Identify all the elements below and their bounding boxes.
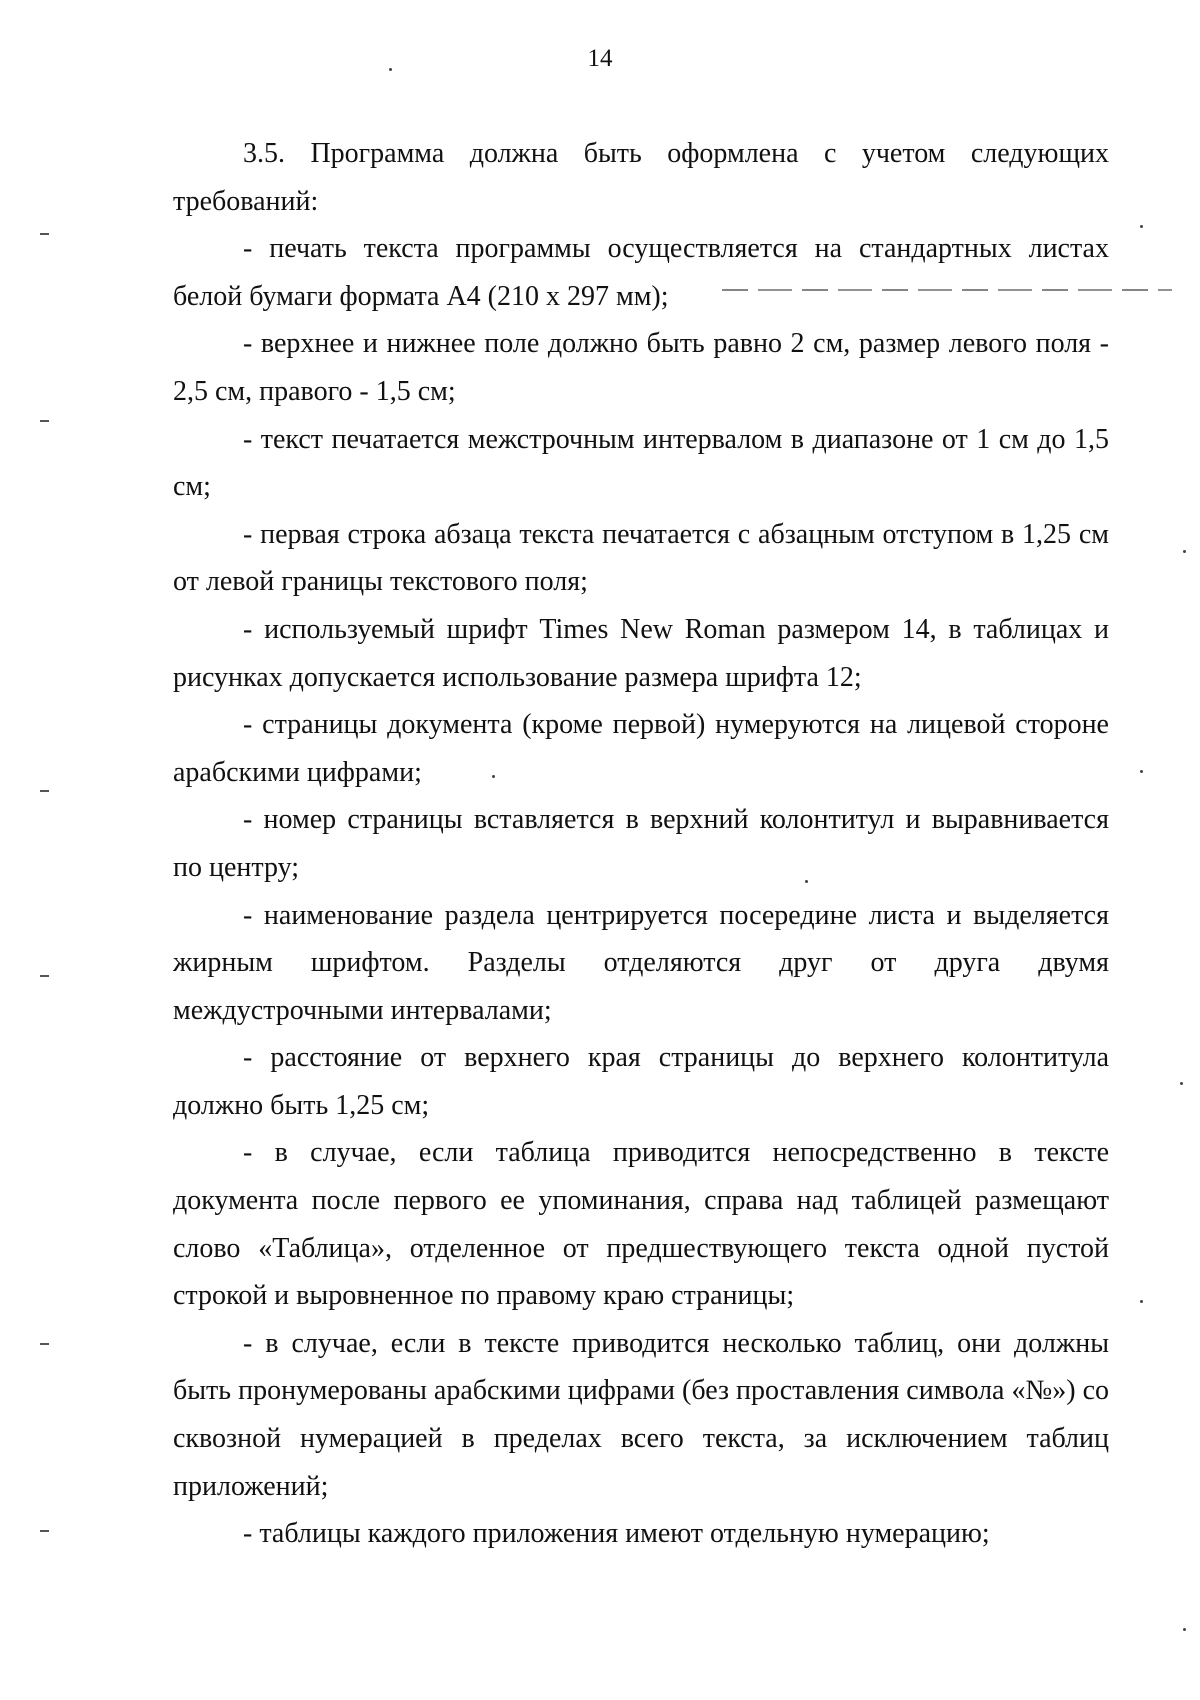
paragraph-table-caption: - в случае, если таблица приводится непосредственно в тексте документа после первого ее упоминания, справа над таблицей размещают слово «Таблица», отделенное от предшествующего текста одной пустой строкой и выровненное по правому краю страницы; — [173, 1137, 1109, 1312]
scan-speck — [1140, 770, 1143, 773]
scan-mark — [40, 1530, 49, 1532]
paragraph-appendix-tables: - таблицы каждого приложения имеют отдельную нумерацию; — [243, 1518, 990, 1550]
scan-mark — [40, 233, 49, 235]
page-number: 14 — [587, 45, 613, 72]
scan-speck — [1183, 1628, 1186, 1631]
paragraph-margins: - верхнее и нижнее поле должно быть равно 2 см, размер левого поля - 2,5 см, правого - 1,5 см; — [173, 328, 1109, 407]
scan-speck — [389, 68, 392, 71]
paragraph-font: - используемый шрифт Times New Roman размером 14, в таблицах и рисунках допускается использование размера шрифта 12; — [173, 613, 1109, 693]
paragraph-intro: 3.5. Программа должна быть оформлена с учетом следующих требований: — [173, 138, 1109, 217]
scan-mark — [40, 420, 49, 422]
paragraph-line-spacing: - текст печатается межстрочным интервалом в диапазоне от 1 см до 1,5 см; — [173, 423, 1109, 503]
scan-speck — [492, 775, 495, 778]
scan-speck — [1140, 1300, 1143, 1303]
paragraph-header-distance: - расстояние от верхнего края страницы до верхнего колонтитула должно быть 1,25 см; — [173, 1042, 1109, 1121]
paragraph-page-numbering: - страницы документа (кроме первой) нумеруются на лицевой стороне арабскими цифрами; — [173, 709, 1109, 788]
paragraph-table-numbering: - в случае, если в тексте приводится несколько таблиц, они должны быть пронумерованы арабскими цифрами (без проставления символа «№») со сквозной нумерацией в пределах всего текста, за исключением таблиц приложений; — [173, 1327, 1109, 1502]
paragraph-paper-format: - печать текста программы осуществляется на стандартных листах белой бумаги формата А4 (210 х 297 мм); — [173, 233, 1109, 312]
paragraph-first-line-indent: - первая строка абзаца текста печатается с абзацным отступом в 1,25 см от левой границы текстового поля; — [173, 518, 1109, 598]
scan-mark — [40, 1343, 49, 1345]
paragraph-section-title: - наименование раздела центрируется посередине листа и выделяется жирным шрифтом. Разделы отделяются друг от друга двумя междустрочными интервалами; — [173, 899, 1109, 1026]
scan-speck — [1180, 1082, 1183, 1085]
scan-speck — [805, 880, 808, 883]
scan-speck — [1183, 550, 1186, 553]
paragraph-page-number-header: - номер страницы вставляется в верхний колонтитул и выравнивается по центру; — [173, 804, 1109, 883]
scan-mark — [40, 790, 49, 792]
scan-mark — [40, 975, 49, 977]
scan-speck — [1140, 225, 1143, 228]
scan-artifact-line — [722, 289, 1172, 291]
document-body — [173, 130, 1109, 1558]
